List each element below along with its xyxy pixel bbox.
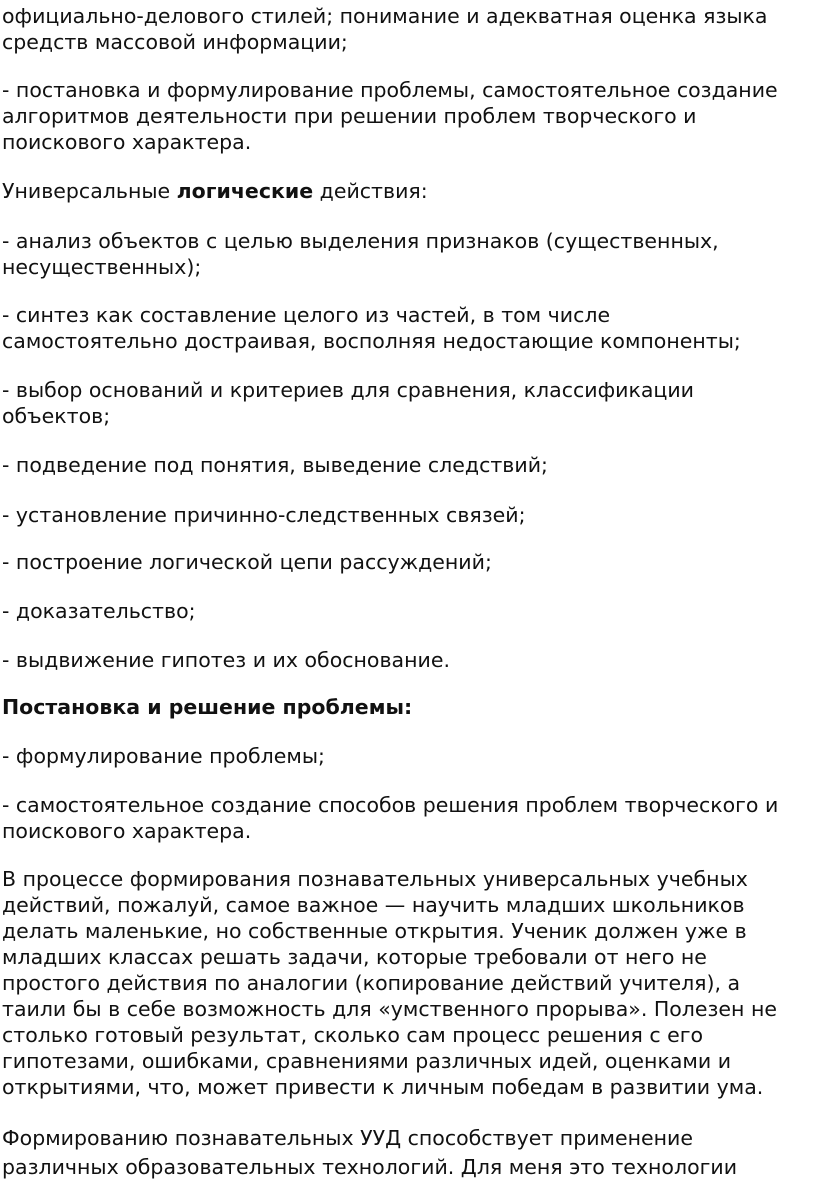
list-item-causality <box>2 502 814 528</box>
list-item-problem-formulation <box>2 743 814 769</box>
text-line: - подведение под понятия, выведение следствий; <box>2 453 548 477</box>
intro-prefix: Универсальные <box>2 179 177 203</box>
text-line: открытиями, что, может привести к личным победам в развитии ума. <box>2 1075 764 1099</box>
text-line: несущественных); <box>2 255 202 279</box>
text-line: объектов; <box>2 404 111 428</box>
list-item-criteria <box>2 377 814 429</box>
text-line: поискового характера. <box>2 130 252 154</box>
text-line: поискового характера. <box>2 819 252 843</box>
list-item-analysis <box>2 228 814 280</box>
paragraph-technologies <box>2 1124 814 1182</box>
text-line: - постановка и формулирование проблемы, самостоятельное создание <box>2 78 778 102</box>
text-line: младших классах решать задачи, которые требовали от него не <box>2 945 707 969</box>
list-item-reasoning-chain <box>2 549 814 575</box>
list-item-concepts <box>2 452 814 478</box>
text-line: Формированию познавательных УУД способствует применение <box>2 1126 693 1150</box>
list-item-proof <box>2 598 814 624</box>
list-item-synthesis <box>2 302 814 354</box>
paragraph-formation-process <box>2 866 814 1100</box>
text-line <box>2 178 814 204</box>
paragraph-style-understanding <box>2 3 814 55</box>
text-line: простого действия по аналогии (копирование действий учителя), а <box>2 971 741 995</box>
text-line: средств массовой информации; <box>2 30 348 54</box>
text-line: - установление причинно-следственных связей; <box>2 503 526 527</box>
text-line: действий, пожалуй, самое важное — научить младших школьников <box>2 893 745 917</box>
text-line: - анализ объектов с целью выделения признаков (существенных, <box>2 229 719 253</box>
paragraph-logical-actions-intro <box>2 178 814 204</box>
list-item-hypotheses <box>2 647 814 673</box>
section-heading <box>2 694 814 720</box>
text-line: - формулирование проблемы; <box>2 744 325 768</box>
text-line: - синтез как составление целого из частей, в том числе <box>2 303 611 327</box>
text-line: официально-делового стилей; понимание и адекватная оценка языка <box>2 4 768 28</box>
text-line: - выбор оснований и критериев для сравнения, классификации <box>2 378 694 402</box>
paragraph-problem-formulation <box>2 77 814 155</box>
text-line: столько готовый результат, сколько сам процесс решения с его <box>2 1023 704 1047</box>
text-line: - доказательство; <box>2 599 196 623</box>
intro-suffix: действия: <box>313 179 428 203</box>
text-line: делать маленькие, но собственные открытия. Ученик должен уже в <box>2 919 747 943</box>
heading-text: Постановка и решение проблемы: <box>2 695 413 719</box>
text-line: гипотезами, ошибками, сравнениями различных идей, оценками и <box>2 1049 732 1073</box>
text-line: - самостоятельное создание способов решения проблем творческого и <box>2 793 779 817</box>
text-line: - выдвижение гипотез и их обоснование. <box>2 648 450 672</box>
text-line: В процессе формирования познавательных универсальных учебных <box>2 867 748 891</box>
list-item-independent-creation <box>2 792 814 844</box>
text-line: алгоритмов деятельности при решении проблем творческого и <box>2 104 697 128</box>
text-line: таили бы в себе возможность для «умственного прорыва». Полезен не <box>2 997 777 1021</box>
intro-bold-word: логические <box>176 179 314 203</box>
text-line: самостоятельно достраивая, восполняя недостающие компоненты; <box>2 329 741 353</box>
text-line: - построение логической цепи рассуждений; <box>2 550 492 574</box>
text-line: различных образовательных технологий. Для меня это технологии <box>2 1155 738 1179</box>
